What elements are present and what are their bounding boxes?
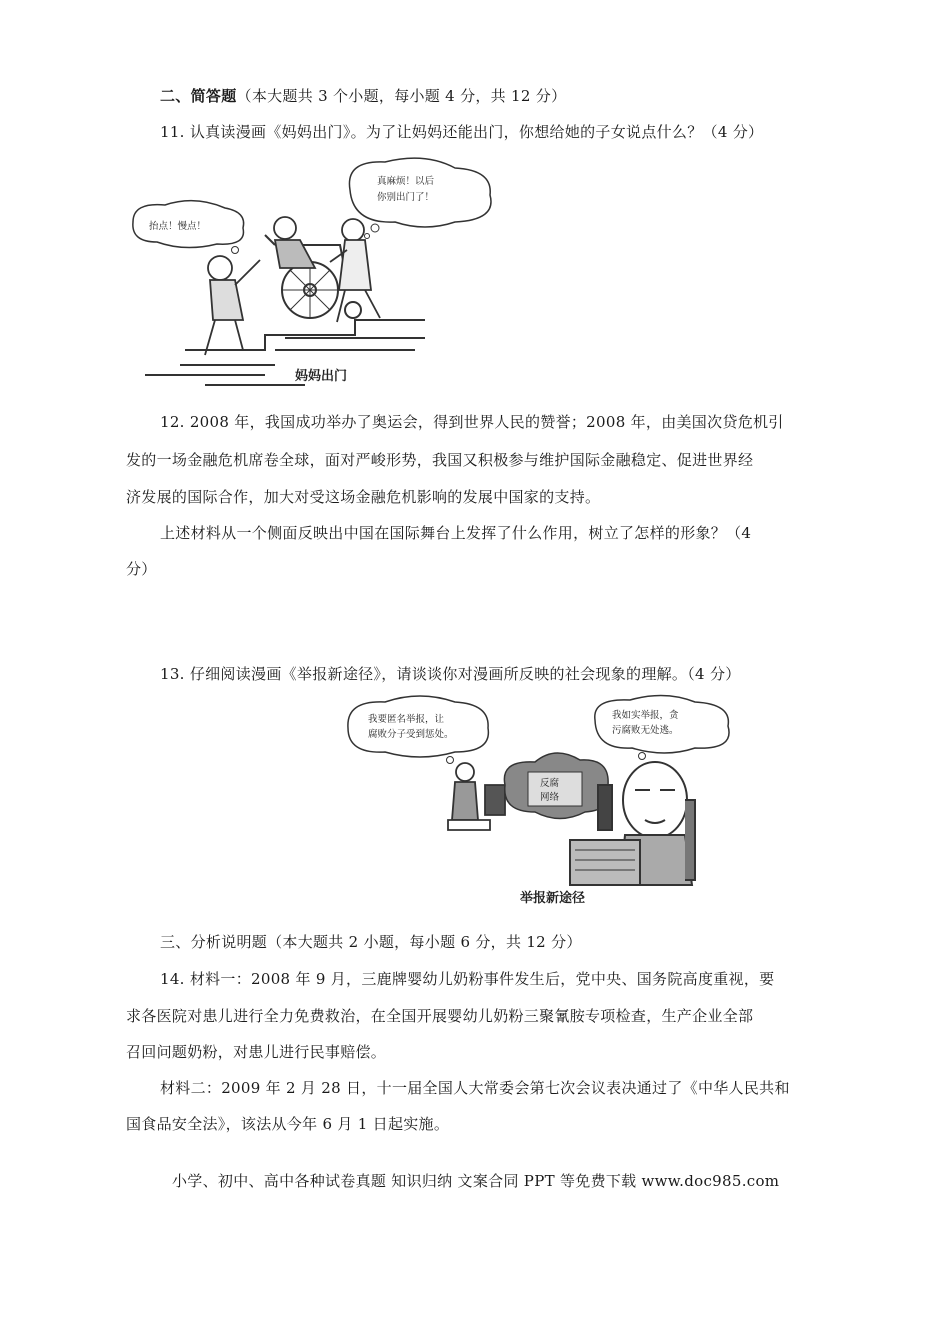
question-13: 13. 仔细阅读漫画《举报新途径》，请谈谈你对漫画所反映的社会现象的理解。（4 分）: [160, 665, 741, 683]
q14-material1-line3: 召回问题奶粉，对患儿进行民事赔偿。: [126, 1043, 387, 1061]
bubble-right-line2-13: 污腐败无处逃。: [612, 725, 679, 736]
q12-line2: 发的一场金融危机席卷全球，面对严峻形势，我国又积极参与维护国际金融稳定、促进世界经: [126, 451, 754, 469]
section-3-heading: 三、分析说明题（本大题共 2 小题，每小题 6 分，共 12 分）: [160, 933, 582, 951]
q14-material2-line2: 国食品安全法》，该法从今年 6 月 1 日起实施。: [126, 1115, 450, 1133]
center-sign-line2: 网络: [540, 792, 560, 803]
cartoon-caption-13: 举报新途径: [520, 891, 586, 906]
cartoon-new-reporting-channel: [340, 690, 770, 910]
section-2-heading: [160, 86, 566, 106]
q12-question-cont: 分）: [126, 560, 157, 578]
q14-material1-line1: 14. 材料一：2008 年 9 月，三鹿牌婴幼儿奶粉事件发生后，党中央、国务院高度重视，要: [160, 970, 775, 988]
bubble-left-line2: 腐败分子受到惩处。: [368, 729, 454, 740]
q12-line1: 12. 2008 年，我国成功举办了奥运会，得到世界人民的赞誉；2008 年，由美国次贷危机引: [160, 413, 784, 431]
bubble-right-line1-13: 我如实举报，贪: [612, 710, 679, 721]
bubble-left-line1: 我要匿名举报，让: [368, 714, 445, 725]
center-sign-line1: 反腐: [540, 778, 560, 789]
q12-question: 上述材料从一个侧面反映出中国在国际舞台上发挥了什么作用，树立了怎样的形象？（4: [160, 524, 752, 542]
q14-material2-line1: 材料二：2009 年 2 月 28 日，十一届全国人大常委会第七次会议表决通过了《中华人民共和: [160, 1079, 790, 1097]
bubble-right-line2: 你别出门了！: [377, 192, 435, 203]
section-2-title: 二、简答题: [160, 87, 237, 105]
cartoon-mother-going-out: [125, 150, 525, 390]
q12-line3: 济发展的国际合作，加大对受这场金融危机影响的发展中国家的支持。: [126, 488, 601, 506]
bubble-left-text: 抬点！慢点！: [149, 221, 207, 232]
q14-material1-line2: 求各医院对患儿进行全力免费救治，在全国开展婴幼儿奶粉三聚氰胺专项检查，生产企业全部: [126, 1007, 754, 1025]
cartoon-caption-11: 妈妈出门: [295, 369, 348, 384]
page-footer: 小学、初中、高中各种试卷真题 知识归纳 文案合同 PPT 等免费下载 www.doc985.com: [172, 1172, 780, 1190]
question-11: 11. 认真读漫画《妈妈出门》。为了让妈妈还能出门，你想给她的子女说点什么？（4 分）: [160, 123, 764, 141]
section-2-note: （本大题共 3 个小题，每小题 4 分，共 12 分）: [236, 87, 567, 105]
bubble-right-line1: 真麻烦！以后: [377, 176, 435, 187]
